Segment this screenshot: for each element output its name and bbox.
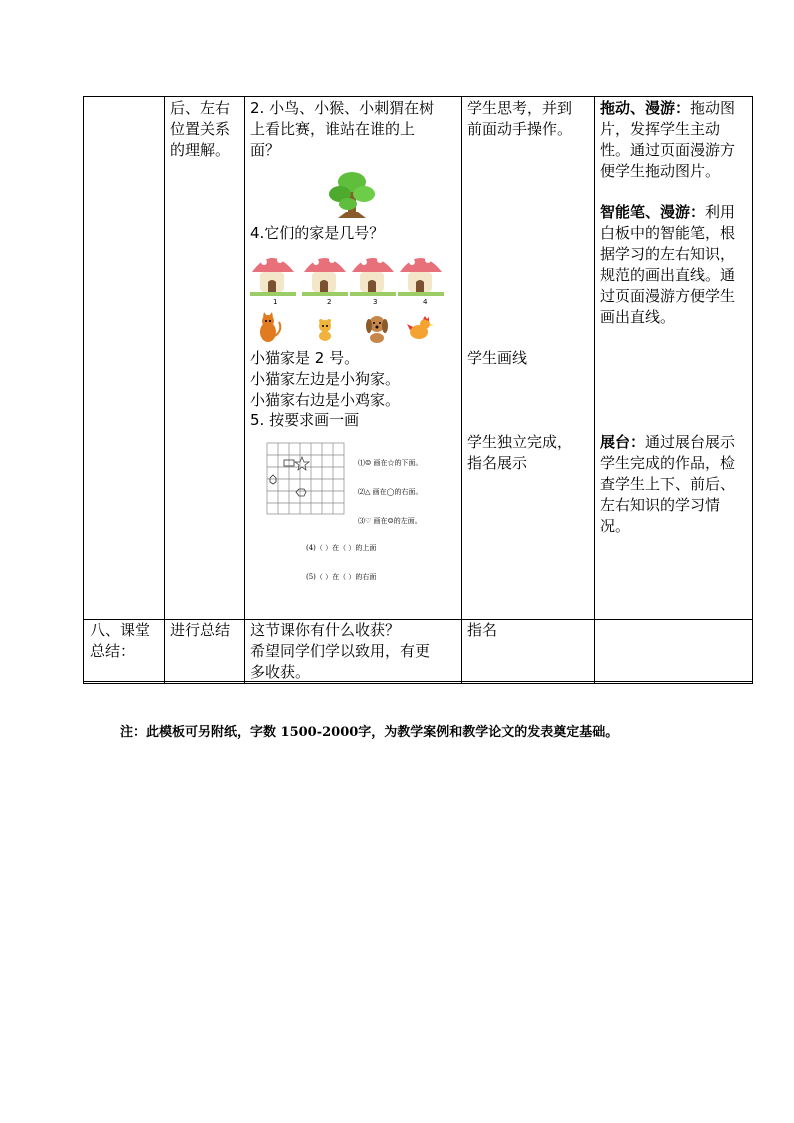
tech-note-pen — [600, 202, 735, 328]
exercise-line: ⑵△ 画在◯的右面。 — [358, 488, 423, 496]
house-number: 3 — [373, 298, 378, 306]
question-5: 5. 按要求画一画 — [250, 411, 360, 429]
cat-icon — [260, 312, 280, 342]
text-line: 左右知识的学习情 — [600, 496, 721, 514]
tree-image — [328, 168, 376, 222]
mushroom-house-images — [250, 248, 446, 298]
text-line: 拖动图 — [690, 99, 736, 117]
text-line: 便学生拖动图片。 — [600, 162, 721, 180]
column-divider — [244, 97, 245, 683]
text-line: 白板中的智能笔，根 — [600, 224, 736, 242]
text-line: 八、课堂 — [90, 621, 151, 639]
text-line: 通过展台展示 — [645, 433, 736, 451]
objective-text — [170, 98, 230, 161]
text-line: 性。通过页面漫游方 — [600, 141, 736, 159]
house-number: 4 — [423, 298, 428, 306]
text-line: 希望同学们学以致用，有更 — [250, 642, 431, 660]
text-line: 位置关系 — [170, 120, 231, 138]
text-line: 学生独立完成， — [467, 433, 573, 451]
exercise-line: ⑶♡ 画在☺的左面。 — [358, 517, 422, 525]
dog-icon — [366, 316, 388, 343]
tech-label: 拖动、漫游： — [600, 99, 691, 117]
tech-note-drag — [600, 98, 735, 182]
text-line: 2. 小鸟、小猴、小刺猬在树 — [250, 99, 435, 117]
tech-note-projector — [600, 432, 735, 537]
summary-student: 指名 — [467, 621, 498, 639]
animal-images — [255, 312, 435, 344]
text-line: 指名展示 — [467, 454, 528, 472]
answer-text — [250, 348, 400, 411]
text-line: 小猫家左边是小狗家。 — [250, 370, 401, 388]
text-line: 利用 — [705, 203, 736, 221]
text-line: 后、左右 — [170, 99, 231, 117]
exercise-line: (4)（ ）在（ ）的上面 — [306, 544, 377, 552]
section-title — [90, 620, 150, 662]
text-line: 小猫家是 2 号。 — [250, 349, 360, 367]
text-line: 据学习的左右知识， — [600, 245, 736, 263]
text-line: 面？ — [250, 141, 281, 159]
house-number: 2 — [327, 298, 332, 306]
summary-text — [250, 620, 430, 683]
text-line: 况。 — [600, 517, 631, 535]
text-line: 总结： — [90, 642, 136, 660]
column-divider — [461, 97, 462, 683]
student-activity-3 — [467, 432, 572, 474]
question-4: 4.它们的家是几号？ — [250, 224, 385, 242]
column-divider — [594, 97, 595, 683]
text-line: 小猫家右边是小鸡家。 — [250, 391, 401, 409]
text-line: 画出直线。 — [600, 308, 676, 326]
house-number: 1 — [273, 298, 278, 306]
exercise-line: (5)（ ）在（ ）的右面 — [306, 573, 377, 581]
text-line: 查学生上下、前后、 — [600, 475, 736, 493]
rooster-icon — [407, 316, 434, 339]
text-line: 学生思考，并到 — [467, 99, 573, 117]
text-line: 学生完成的作品，检 — [600, 454, 736, 472]
summary-activity: 进行总结 — [170, 621, 231, 639]
exercise-line: ⑴☺ 画在☆的下面。 — [358, 459, 423, 467]
student-activity-1 — [467, 98, 572, 140]
exercise-grid — [266, 442, 346, 516]
text-line: 规范的画出直线。通 — [600, 266, 736, 284]
footnote: 注：此模板可另附纸，字数 1500-2000字，为教学案例和教学论文的发表奠定基础。 — [120, 725, 619, 740]
student-activity-2: 学生画线 — [467, 349, 528, 367]
mushroom-houses — [250, 248, 446, 308]
text-line: 这节课你有什么收获？ — [250, 621, 401, 639]
question-2 — [250, 98, 434, 161]
tech-label: 智能笔、漫游： — [600, 203, 706, 221]
text-line: 前面动手操作。 — [467, 120, 573, 138]
text-line: 片，发挥学生主动 — [600, 120, 721, 138]
text-line: 的理解。 — [170, 141, 231, 159]
bear-icon — [319, 319, 331, 341]
drawing-exercise — [266, 442, 446, 592]
column-divider — [164, 97, 165, 683]
text-line: 上看比赛，谁站在谁的上 — [250, 120, 416, 138]
tech-label: 展台： — [600, 433, 646, 451]
lesson-plan-table — [83, 96, 753, 684]
text-line: 过页面漫游方便学生 — [600, 287, 736, 305]
text-line: 多收获。 — [250, 663, 311, 681]
